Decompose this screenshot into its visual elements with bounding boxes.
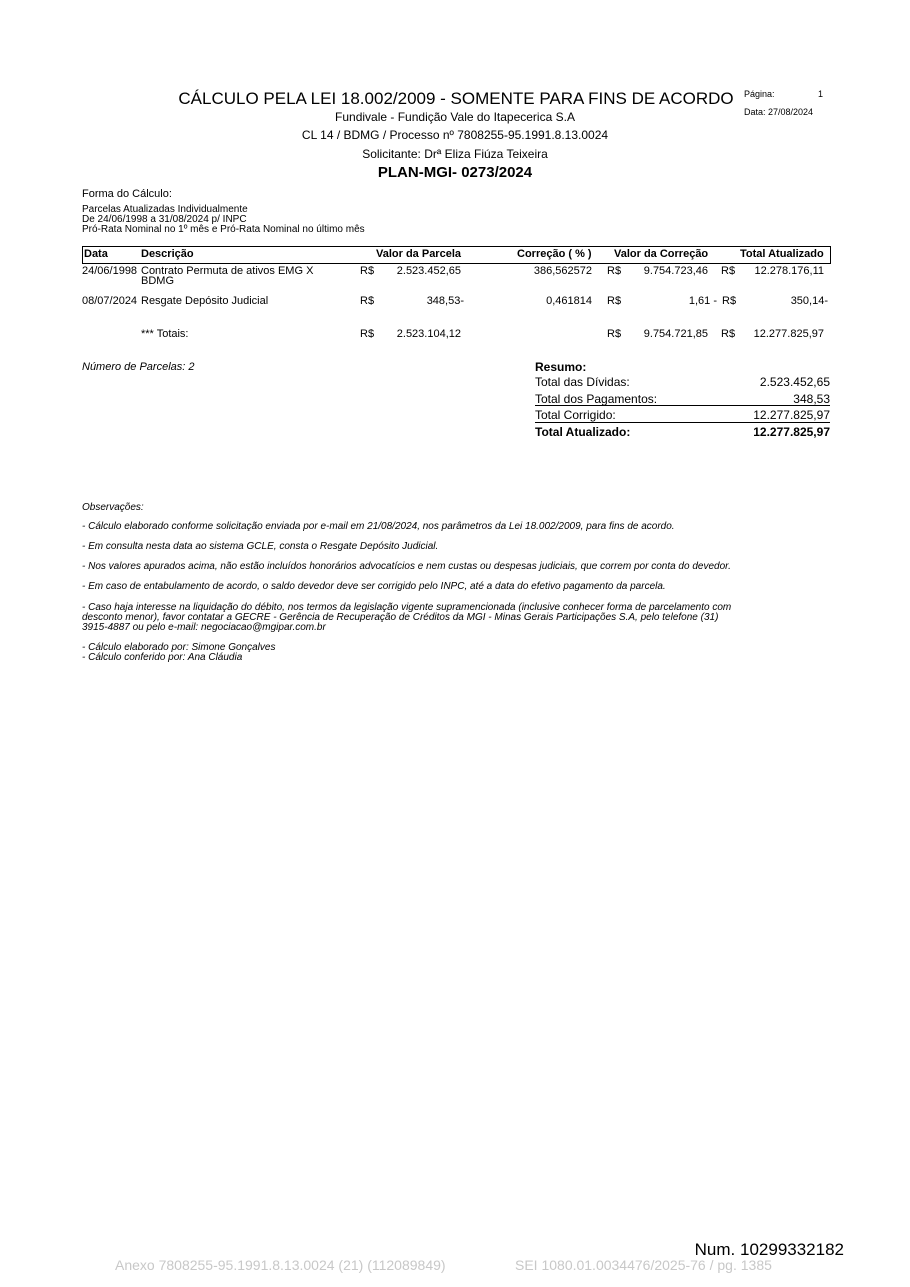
column-header-data: Data	[84, 248, 108, 260]
column-header-correcao: Correção ( % )	[517, 248, 592, 260]
row-valor-correcao: 9.754.723,46	[643, 265, 708, 277]
observation-item: - Nos valores apurados acima, não estão incluídos honorários advocatícios e nem custas ou despesas judiciais, que correm por conta do devedor.	[82, 561, 731, 572]
row-date: 24/06/1998	[82, 265, 138, 277]
observation-item: - Em caso de entabulamento de acordo, o saldo devedor deve ser corrigido pelo INPC, até a data do efetivo pagamento da parcela.	[82, 581, 666, 592]
row-description: Contrato Permuta de ativos EMG X	[141, 265, 314, 277]
row-description: Resgate Depósito Judicial	[141, 295, 269, 307]
summary-label: Total Corrigido:	[535, 408, 616, 422]
currency-symbol: R$	[607, 295, 622, 307]
table-header	[82, 246, 831, 264]
summary-value: 12.277.825,97	[753, 408, 830, 422]
row-total-atualizado: 350,14-	[790, 295, 828, 307]
document-title: CÁLCULO PELA LEI 18.002/2009 - SOMENTE PARA FINS DE ACORDO	[178, 89, 734, 108]
summary-label: Total dos Pagamentos:	[535, 392, 658, 406]
currency-symbol: R$	[360, 328, 375, 340]
row-total-atualizado: 12.278.176,11	[754, 265, 824, 277]
currency-symbol: R$	[722, 295, 737, 307]
row-valor-parcela: 2.523.452,65	[396, 265, 461, 277]
totals-valor-correcao: 9.754.721,85	[643, 328, 708, 340]
parcelas-count: Número de Parcelas: 2	[82, 361, 195, 373]
summary-title: Resumo:	[535, 360, 587, 374]
page-label: Página:	[744, 89, 775, 99]
observation-item-cont: desconto menor), favor contatar a GECRE - Gerência de Recuperação de Créditos da MGI - Minas Gerais Participações S.A, pelo telefone (31)	[82, 612, 719, 623]
calc-method-line: Pró-Rata Nominal no 1º mês e Pró-Rata Nominal no último mês	[82, 224, 365, 235]
column-header-total-atualizado: Total Atualizado	[740, 248, 824, 260]
observation-item: - Em consulta nesta data ao sistema GCLE, consta o Resgate Depósito Judicial.	[82, 541, 439, 552]
summary-label-total: Total Atualizado:	[535, 425, 631, 439]
currency-symbol: R$	[721, 328, 736, 340]
calc-method-line: Parcelas Atualizadas Individualmente	[82, 204, 248, 215]
row-correcao: 386,562572	[533, 265, 592, 277]
document-number: Num. 10299332182	[694, 1240, 844, 1259]
row-valor-parcela: 348,53-	[426, 295, 464, 307]
observation-item: - Caso haja interesse na liquidação do débito, nos termos da legislação vigente supramencionada (inclusive conhecer forma de parcelamento com	[82, 602, 732, 613]
plan-number: PLAN-MGI- 0273/2024	[377, 164, 533, 181]
row-valor-correcao: 1,61 -	[688, 295, 717, 307]
currency-symbol: R$	[607, 328, 622, 340]
page-number: 1	[818, 89, 824, 99]
observations-title: Observações:	[82, 502, 144, 513]
column-header-descricao: Descrição	[141, 248, 194, 260]
row-description-cont: BDMG	[141, 275, 174, 287]
observation-item-cont: 3915-4887 ou pelo e-mail: negociacao@mgipar.com.br	[82, 622, 326, 633]
summary-divider	[535, 422, 830, 423]
annex-stamp: Anexo 7808255-95.1991.8.13.0024 (21) (112089849)	[115, 1257, 446, 1273]
process-number: CL 14 / BDMG / Processo nº 7808255-95.1991.8.13.0024	[301, 128, 609, 142]
column-header-valor-correcao: Valor da Correção	[614, 248, 709, 260]
observation-item: - Cálculo elaborado conforme solicitação enviada por e-mail em 21/08/2024, nos parâmetros da Lei 18.002/2009, para fins de acordo.	[82, 521, 675, 532]
calc-method-label: Forma do Cálculo:	[82, 188, 172, 200]
row-date: 08/07/2024	[82, 295, 138, 307]
totals-valor-parcela: 2.523.104,12	[396, 328, 461, 340]
currency-symbol: R$	[721, 265, 736, 277]
totals-label: *** Totais:	[141, 328, 189, 340]
calc-reviewer: - Cálculo conferido por: Ana Cláudia	[82, 652, 243, 663]
currency-symbol: R$	[607, 265, 622, 277]
summary-divider	[535, 405, 830, 406]
currency-symbol: R$	[360, 265, 375, 277]
summary-label: Total das Dívidas:	[535, 375, 630, 389]
calc-method-line: De 24/06/1998 a 31/08/2024 p/ INPC	[82, 214, 247, 225]
document-date: Data: 27/08/2024	[744, 107, 814, 117]
totals-total-atualizado: 12.277.825,97	[753, 328, 824, 340]
row-correcao: 0,461814	[546, 295, 592, 307]
company-name: Fundivale - Fundição Vale do Itapecerica S.A	[335, 110, 575, 124]
requester: Solicitante: Drª Eliza Fiúza Teixeira	[362, 147, 548, 161]
calc-author: - Cálculo elaborado por: Simone Gonçalves	[82, 642, 276, 653]
summary-value: 348,53	[793, 392, 830, 406]
currency-symbol: R$	[360, 295, 375, 307]
sei-stamp: SEI 1080.01.0034476/2025-76 / pg. 1385	[515, 1257, 772, 1273]
summary-value-total: 12.277.825,97	[753, 425, 830, 439]
column-header-valor-parcela: Valor da Parcela	[376, 248, 461, 260]
summary-value: 2.523.452,65	[759, 375, 830, 389]
